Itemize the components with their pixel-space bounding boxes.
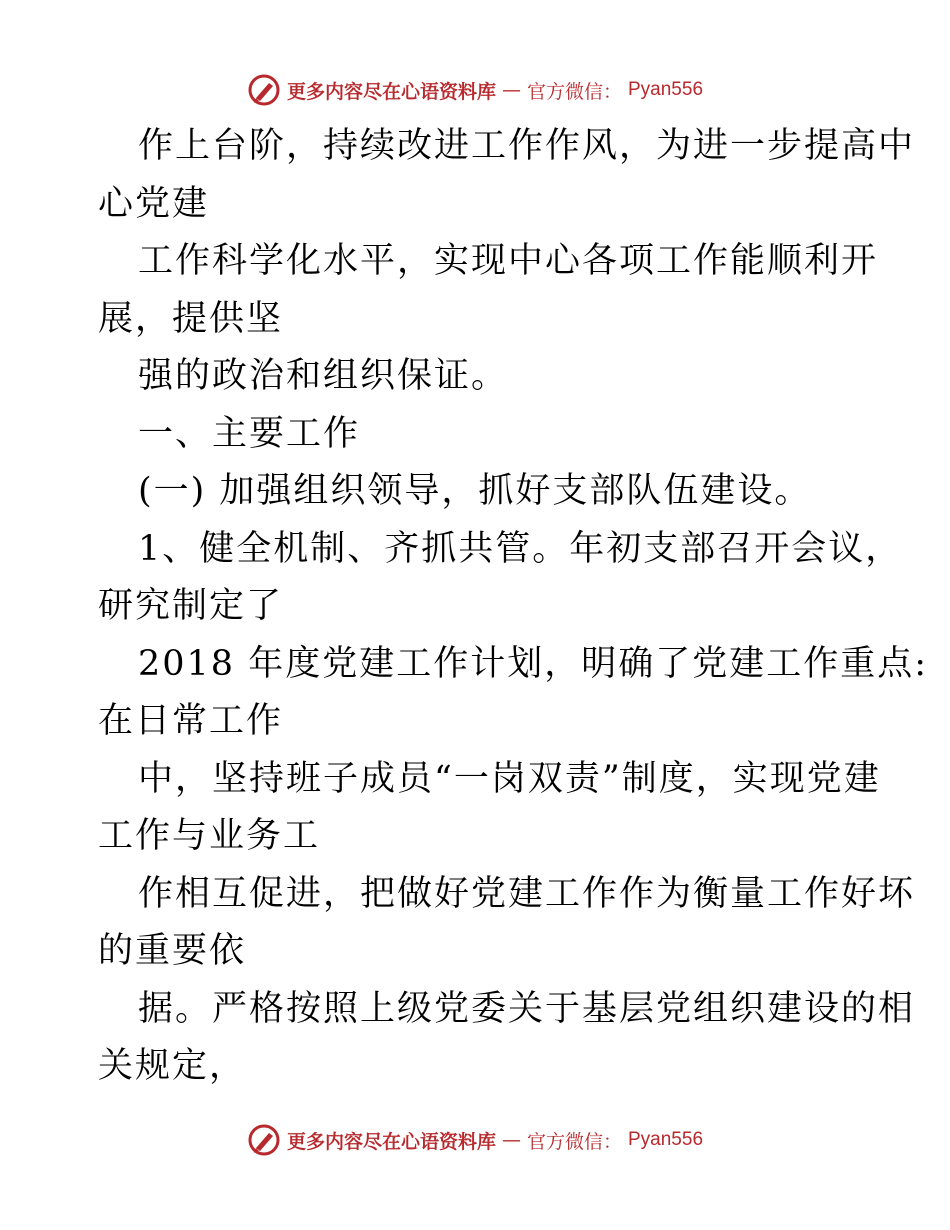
- text-line: 作上台阶，持续改进工作作风，为进一步提高中: [138, 126, 916, 166]
- text-line: 据。严格按照上级党委关于基层党组织建设的相: [138, 988, 916, 1029]
- pen-logo-icon: [247, 1123, 281, 1157]
- text-line: 1、健全机制、齐抓共管。年初支部召开会议，: [138, 528, 903, 569]
- watermark-wechat-account: Pyan556: [628, 1129, 704, 1150]
- text-line: 中，坚持班子成员“一岗双责”制度，实现党建: [138, 758, 881, 799]
- watermark-separator: —: [501, 79, 521, 101]
- text-line: 研究制定了: [98, 586, 284, 626]
- watermark-site-text: 更多内容尽在心语资料库: [286, 80, 496, 103]
- watermark-separator: —: [501, 1129, 521, 1151]
- text-line: 2018 年度党建工作计划，明确了党建工作重点:: [138, 643, 928, 684]
- watermark-header: [0, 70, 950, 110]
- watermark-wechat-account: Pyan556: [628, 79, 704, 100]
- watermark-site-text: 更多内容尽在心语资料库: [286, 1130, 496, 1153]
- watermark-wechat-label: 官方微信：: [526, 80, 622, 103]
- pen-logo-icon: [247, 73, 281, 107]
- text-line: 一、主要工作: [138, 413, 361, 454]
- text-line: (一) 加强组织领导，抓好支部队伍建设。: [138, 471, 812, 511]
- text-line: 心党建: [98, 183, 210, 224]
- watermark-footer: [0, 1120, 950, 1160]
- text-line: 强的政治和组织保证。: [138, 356, 509, 396]
- text-line: 关规定，: [98, 1046, 247, 1086]
- watermark-wechat-label: 官方微信：: [526, 1130, 622, 1153]
- text-line: 作相互促进，把做好党建工作作为衡量工作好坏: [138, 873, 916, 914]
- document-body: [98, 118, 928, 1096]
- text-line: 工作与业务工: [98, 816, 321, 856]
- text-line: 工作科学化水平，实现中心各项工作能顺利开: [138, 241, 879, 281]
- text-line: 展，提供坚: [98, 298, 284, 339]
- text-line: 的重要依: [98, 931, 247, 971]
- text-line: 在日常工作: [98, 701, 284, 741]
